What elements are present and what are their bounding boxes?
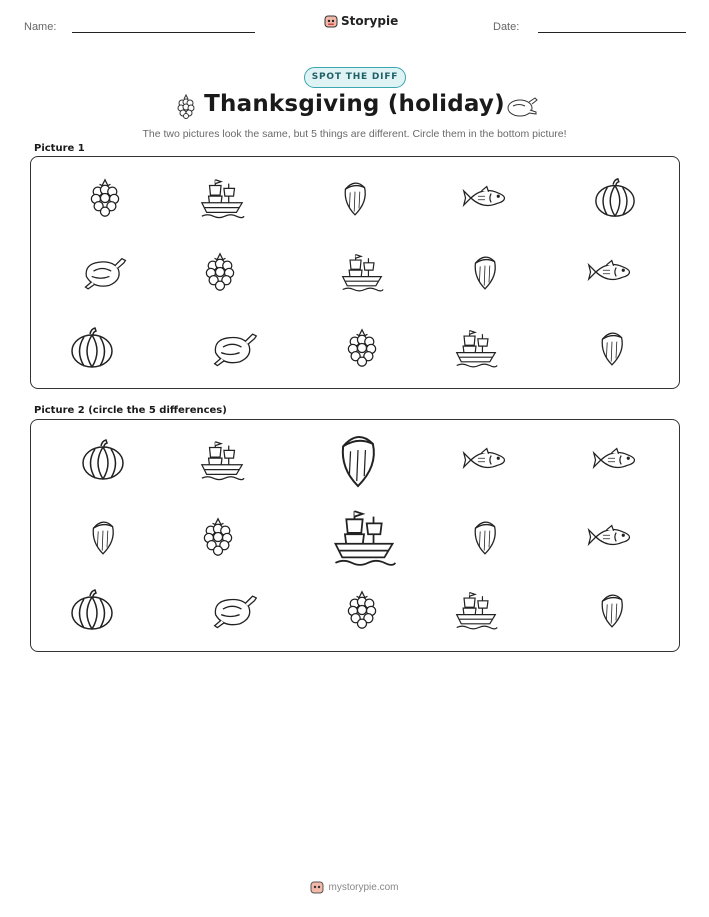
- seed-icon: [465, 252, 505, 292]
- turkey-icon: [81, 248, 129, 296]
- name-label: Name:: [24, 21, 57, 33]
- fish-icon[interactable]: [592, 437, 638, 483]
- seed-icon[interactable]: [592, 590, 632, 630]
- storypie-mascot-icon: [310, 880, 324, 894]
- picture-2-label: Picture 2 (circle the 5 differences): [34, 405, 227, 416]
- fish-icon: [462, 175, 508, 221]
- instructions: The two pictures look the same, but 5 things are different. Circle them in the bottom picture!: [142, 128, 567, 140]
- raspberry-icon: [85, 178, 125, 218]
- raspberry-icon[interactable]: [342, 590, 382, 630]
- date-label: Date:: [493, 21, 520, 33]
- pumpkin-icon: [593, 176, 637, 220]
- pumpkin-icon[interactable]: [80, 437, 126, 483]
- page-title: Thanksgiving (holiday): [204, 91, 505, 117]
- seed-icon: [592, 328, 632, 368]
- pumpkin-icon: [69, 325, 115, 371]
- raspberry-icon[interactable]: [198, 517, 238, 557]
- date-field[interactable]: [538, 32, 686, 33]
- raspberry-icon: [342, 328, 382, 368]
- name-field[interactable]: [72, 32, 255, 33]
- footer: [0, 880, 709, 897]
- fish-icon[interactable]: [587, 514, 633, 560]
- raspberry-icon: [200, 252, 240, 292]
- turkey-title-icon: [505, 94, 539, 118]
- brand-logo: [324, 14, 398, 28]
- seed-icon[interactable]: [83, 517, 123, 557]
- ship-icon[interactable]: [198, 436, 246, 484]
- fish-icon: [587, 249, 633, 295]
- turkey-icon: [210, 323, 260, 373]
- brand-name: Storypie: [341, 14, 399, 28]
- turkey-icon[interactable]: [210, 585, 260, 635]
- spot-the-diff-badge: SPOT THE DIFF: [304, 67, 406, 88]
- ship-icon[interactable]: [330, 503, 398, 571]
- footer-url: mystorypie.com: [328, 881, 399, 893]
- pumpkin-icon[interactable]: [69, 587, 115, 633]
- fish-icon[interactable]: [462, 437, 508, 483]
- ship-icon: [453, 325, 499, 371]
- picture-1-label: Picture 1: [34, 143, 85, 154]
- storypie-mascot-icon: [324, 14, 338, 28]
- seed-icon[interactable]: [465, 517, 505, 557]
- ship-icon: [339, 249, 385, 295]
- ship-icon: [198, 174, 246, 222]
- seed-icon[interactable]: [327, 429, 389, 491]
- seed-icon: [335, 178, 375, 218]
- ship-icon[interactable]: [453, 587, 499, 633]
